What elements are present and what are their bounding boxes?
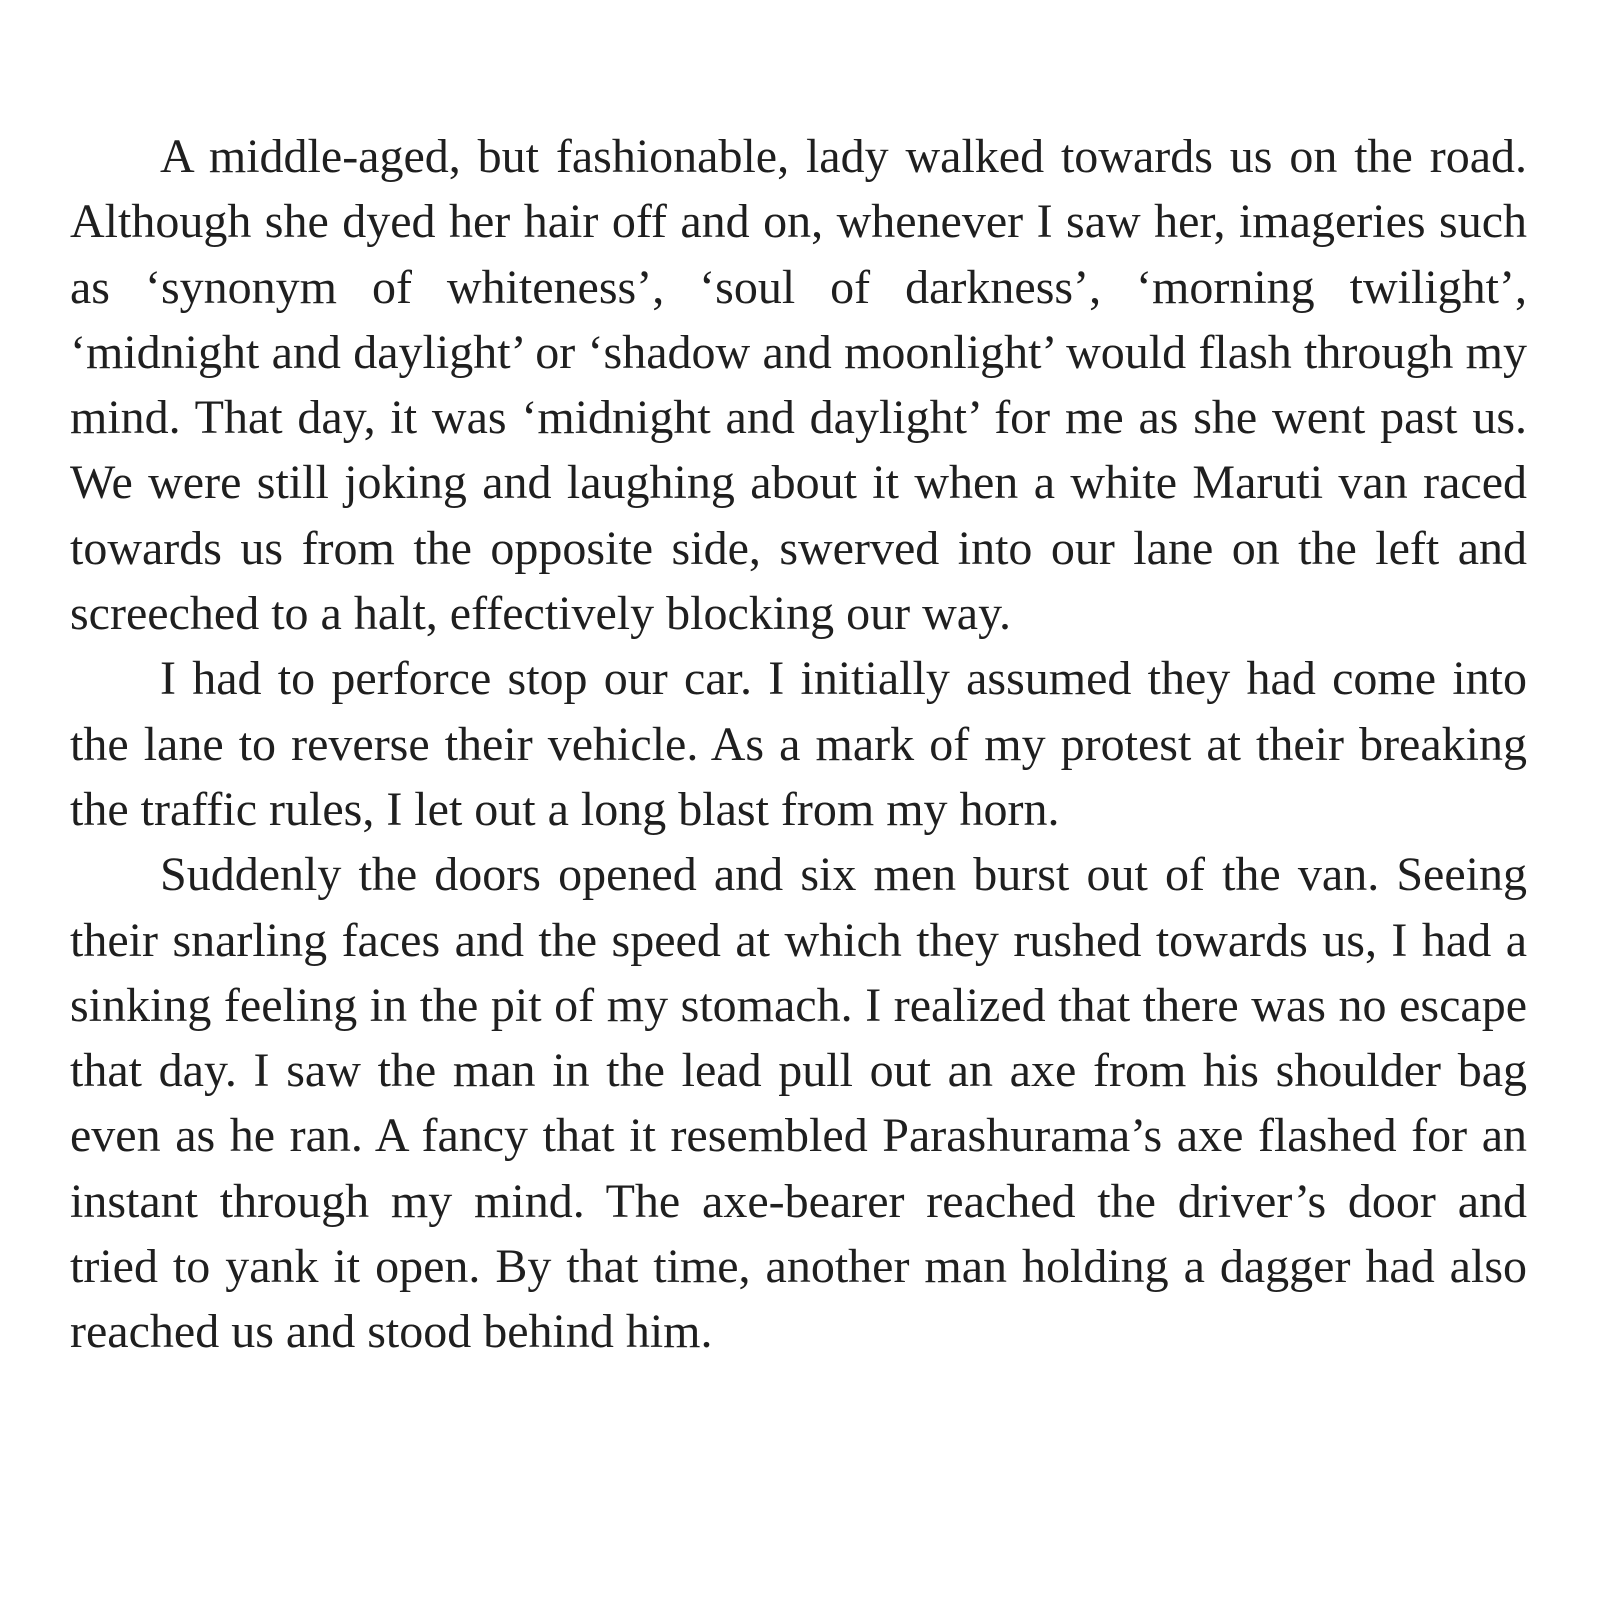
paragraph-1: A middle-aged, but fashionable, lady walked towards us on the road. Although she dyed her hair off and on, whenever I saw her, imageries such as ‘synonym of whiteness’, ‘soul of darkness’, ‘morning twilight’, ‘midnight and daylight’ or ‘shadow and moonlight’ would flash through my mind. That day, it was ‘midnight and daylight’ for me as she went past us. We were still joking and laughing about it when a white Maruti van raced towards us from the opposite side, swerved into our lane on the left and screeched to a halt, effectively blocking our way.	[70, 130, 1527, 641]
paragraph-3: Suddenly the doors opened and six men burst out of the van. Seeing their snarling faces and the speed at which they rushed towards us, I had a sinking feeling in the pit of my stomach. I realized that there was no escape that day. I saw the man in the lead pull out an axe from his shoulder bag even as he ran. A fancy that it resembled Parashurama’s axe flashed for an instant through my mind. The axe-bearer reached the driver’s door and tried to yank it open. By that time, another man holding a dagger had also reached us and stood behind him.	[70, 848, 1527, 1359]
document-page	[70, 124, 1527, 1365]
paragraph-2: I had to perforce stop our car. I initially assumed they had come into the lane to reverse their vehicle. As a mark of my protest at their breaking the traffic rules, I let out a long blast from my horn.	[70, 652, 1527, 836]
